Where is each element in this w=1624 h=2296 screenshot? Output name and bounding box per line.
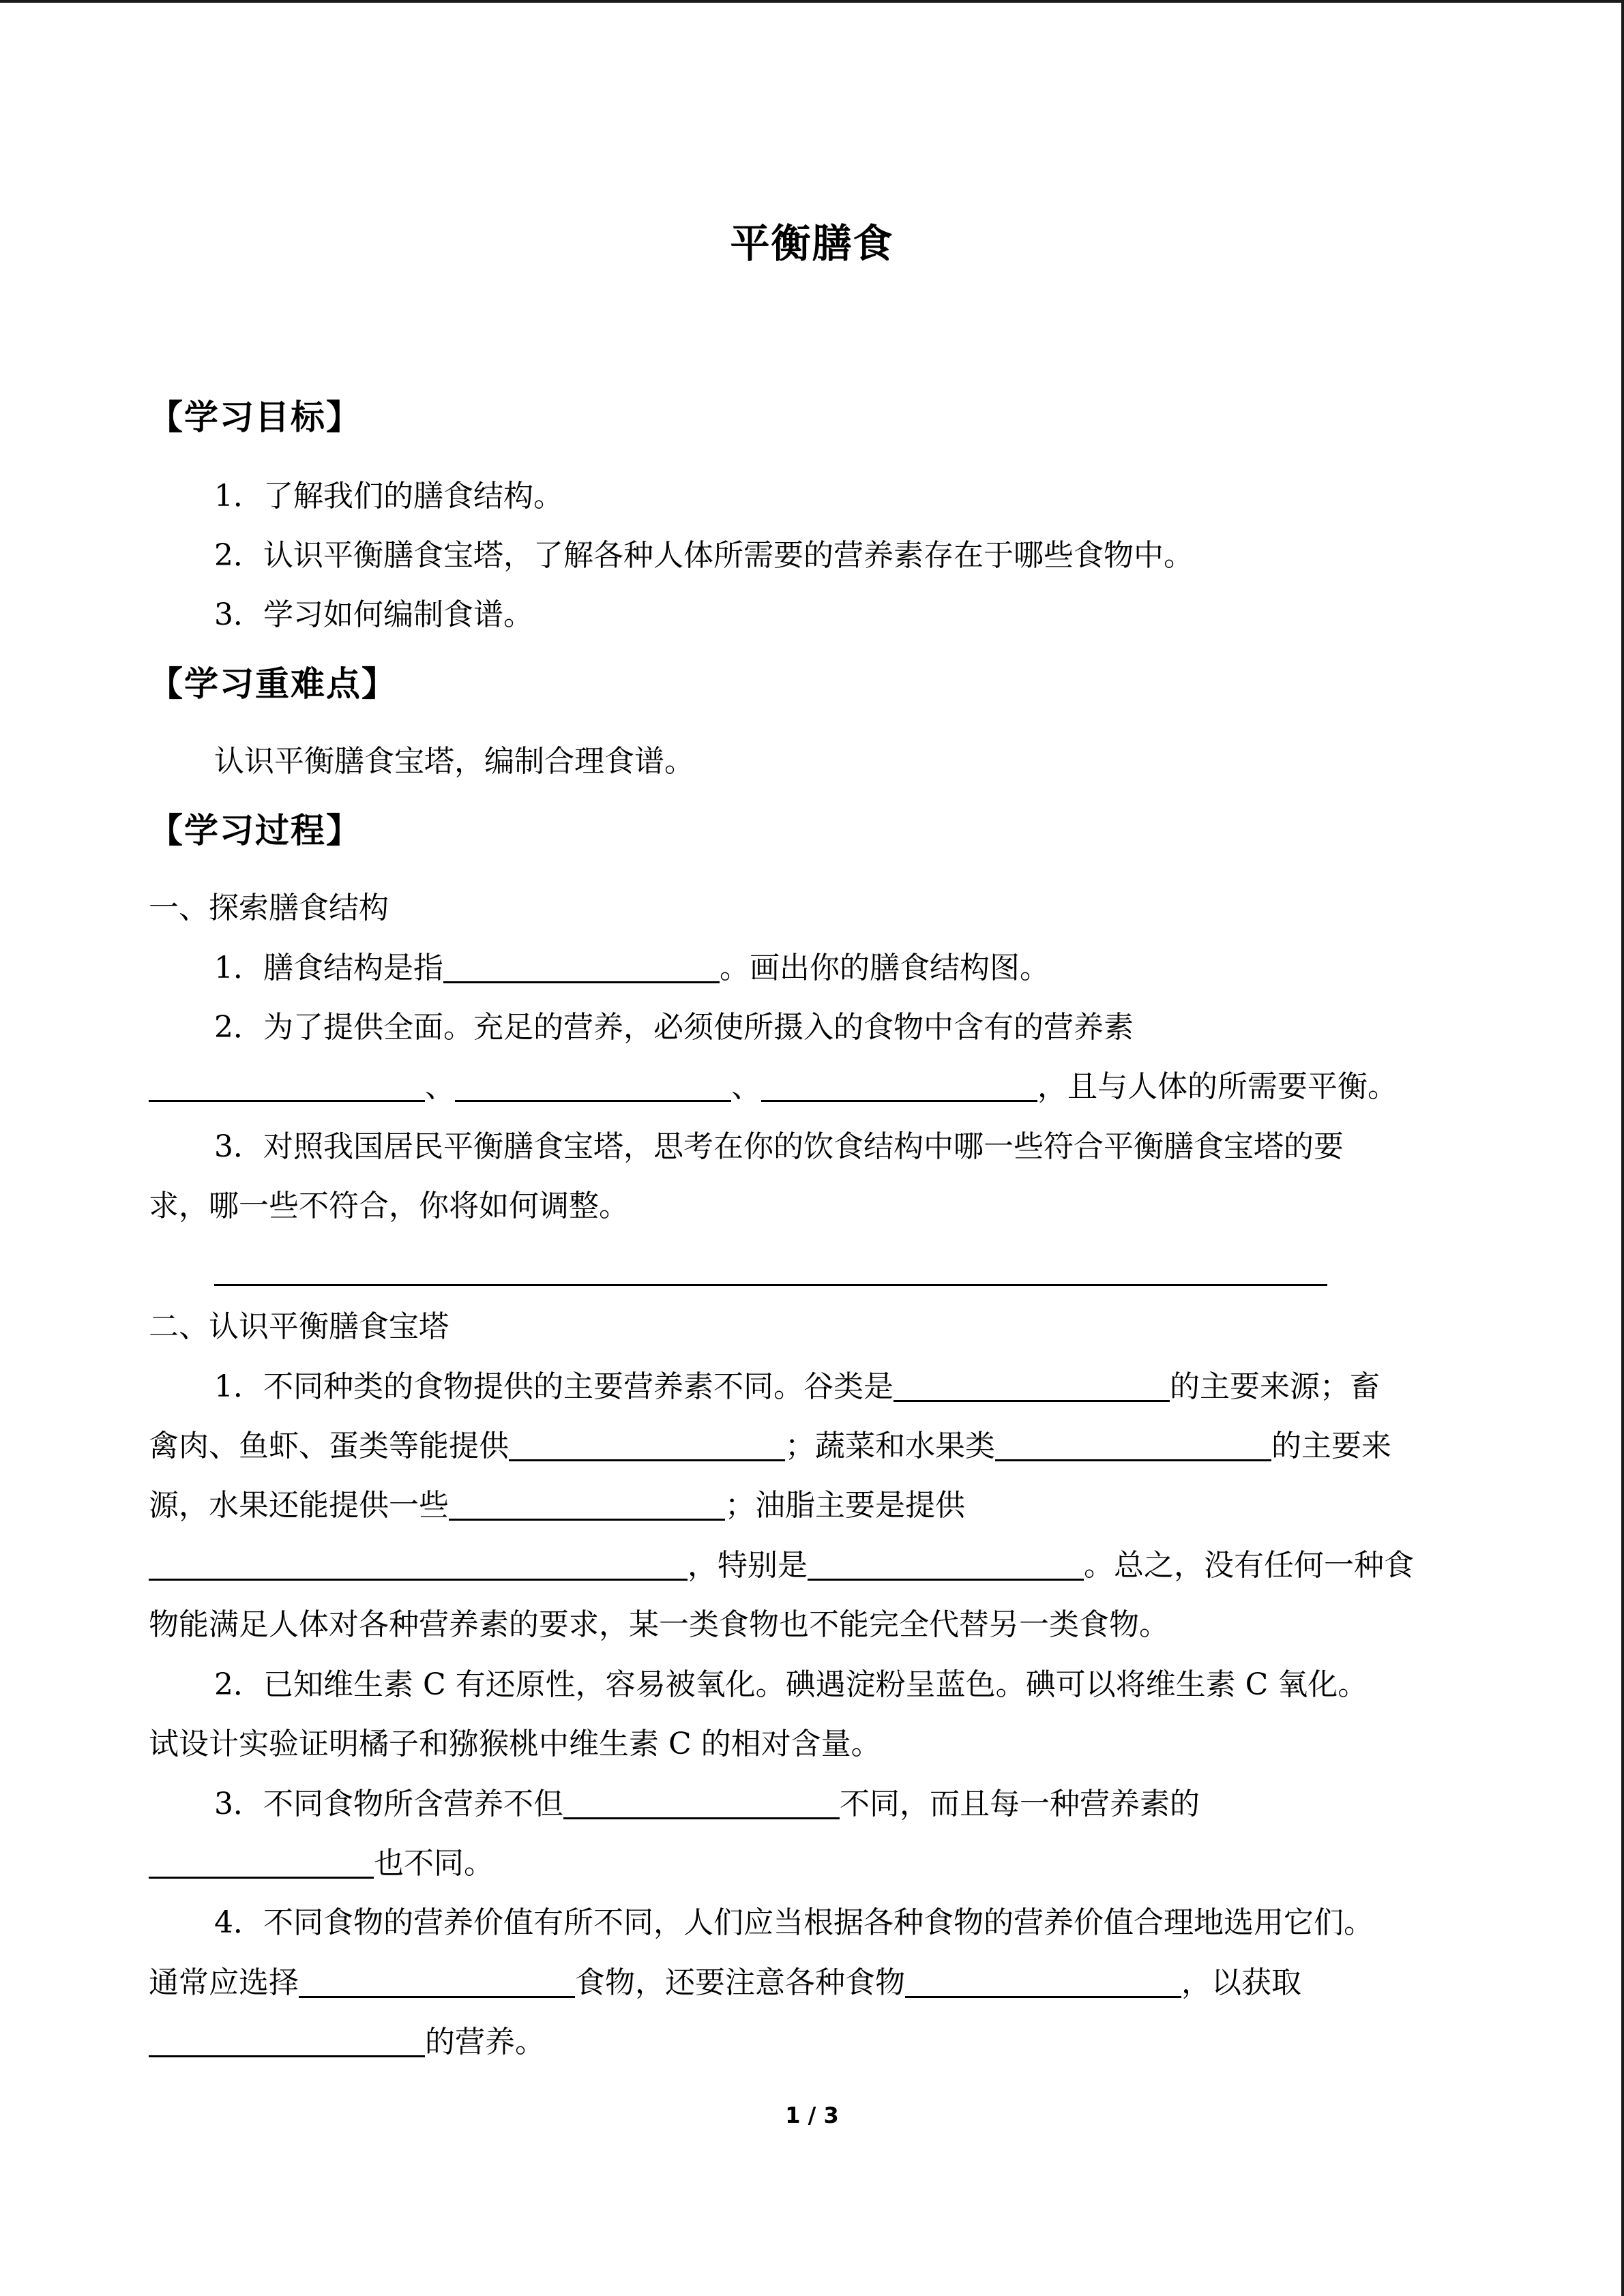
part2-q1-text-e: 的主要来 <box>1271 1429 1391 1463</box>
part2-q1-text-i: 。总之，没有任何一种食 <box>1084 1548 1414 1583</box>
part2-q4-text-c: 食物，还要注意各种食物 <box>575 1965 905 2000</box>
part2-q1-text-d: ；蔬菜和水果类 <box>785 1429 995 1463</box>
blank-diet-structure[interactable] <box>443 950 720 983</box>
part2-q1-line3 <box>149 1485 1458 1526</box>
part2-q3-line1 <box>214 1784 1458 1825</box>
part2-q1-line4 <box>149 1545 1458 1586</box>
part1-q1-text-b: 。画出你的膳食结构图。 <box>720 951 1050 985</box>
page-title: 平衡膳食 <box>730 220 894 267</box>
part2-q3-text-a: 3．不同食物所含营养不但 <box>214 1787 563 1821</box>
part2-q3-line2 <box>149 1843 1458 1884</box>
part2-q4-line2 <box>149 1963 1458 2003</box>
answer-line[interactable] <box>214 1284 1327 1286</box>
blank-especially[interactable] <box>808 1547 1084 1581</box>
part2-q4-line1: 4．不同食物的营养价值有所不同，人们应当根据各种食物的营养价值合理地选用它们。 <box>214 1905 1374 1940</box>
part2-q4-text-d: ，以获取 <box>1181 1965 1301 2000</box>
part2-q4-text-b: 通常应选择 <box>149 1965 299 2000</box>
part1-q1-text-a: 1．膳食结构是指 <box>214 951 443 985</box>
page-border-top <box>0 0 1624 3</box>
blank-oil-provides[interactable] <box>149 1547 688 1581</box>
key-points-text: 认识平衡膳食宝塔，编制合理食谱。 <box>214 744 694 779</box>
blank-vegetable-source[interactable] <box>995 1428 1271 1461</box>
part2-q1-line2 <box>149 1426 1458 1467</box>
goal-item-1: 1．了解我们的膳食结构。 <box>214 479 563 513</box>
part2-q3-text-c: 也不同。 <box>374 1846 494 1881</box>
part2-q3-text-b: 不同，而且每一种营养素的 <box>840 1787 1200 1821</box>
process-heading: 【学习过程】 <box>149 811 361 850</box>
part2-q1-line5: 物能满足人体对各种营养素的要求，某一类食物也不能完全代替另一类食物。 <box>149 1607 1169 1642</box>
part1-heading: 一、探索膳食结构 <box>149 891 389 925</box>
blank-fruit-provides[interactable] <box>449 1487 725 1521</box>
part2-q1-text-f: 源，水果还能提供一些 <box>149 1488 449 1523</box>
page-border-right <box>1621 0 1624 2296</box>
part1-q1 <box>214 948 1458 989</box>
part2-q1-text-h: ，特别是 <box>688 1548 808 1583</box>
part2-q1-line1 <box>214 1367 1458 1407</box>
part2-q2-line1: 2．已知维生素 C 有还原性，容易被氧化。碘遇淀粉呈蓝色。碘可以将维生素 C 氧化。 <box>214 1667 1368 1702</box>
blank-nutrient-1[interactable] <box>149 1069 425 1102</box>
goals-heading: 【学习目标】 <box>149 398 361 437</box>
part2-q4-text-e: 的营养。 <box>425 2025 545 2059</box>
blank-grain-source[interactable] <box>894 1369 1170 1402</box>
blank-obtain-nutrition[interactable] <box>149 2024 425 2057</box>
part2-q1-text-a: 1．不同种类的食物提供的主要营养素不同。谷类是 <box>214 1369 894 1404</box>
part1-q2-line1: 2．为了提供全面。充足的营养，必须使所摄入的食物中含有的营养素 <box>214 1010 1134 1045</box>
separator: 、 <box>425 1069 455 1104</box>
part1-q2-line2 <box>149 1067 1458 1107</box>
blank-choose-food[interactable] <box>299 1965 575 1998</box>
blank-food-combination[interactable] <box>905 1965 1181 1998</box>
part2-q1-text-c: 禽肉、鱼虾、蛋类等能提供 <box>149 1429 509 1463</box>
goal-item-3: 3．学习如何编制食谱。 <box>214 597 533 632</box>
blank-nutrient-3[interactable] <box>761 1069 1037 1102</box>
part2-heading: 二、认识平衡膳食宝塔 <box>149 1309 449 1344</box>
part1-q3-line2: 求，哪一些不符合，你将如何调整。 <box>149 1189 629 1223</box>
goal-item-2: 2．认识平衡膳食宝塔，了解各种人体所需要的营养素存在于哪些食物中。 <box>214 538 1194 573</box>
page-number: 1 / 3 <box>785 2102 839 2128</box>
part2-q1-text-g: ；油脂主要是提供 <box>725 1488 965 1523</box>
separator: 、 <box>731 1069 761 1104</box>
blank-meat-provides[interactable] <box>509 1428 785 1461</box>
part2-q4-line3 <box>149 2022 1458 2063</box>
blank-nutrient-types[interactable] <box>563 1786 840 1819</box>
part1-q3-line1: 3．对照我国居民平衡膳食宝塔，思考在你的饮食结构中哪一些符合平衡膳食宝塔的要 <box>214 1129 1344 1164</box>
part2-q1-text-b: 的主要来源；畜 <box>1170 1369 1380 1404</box>
blank-nutrient-amount[interactable] <box>149 1845 374 1879</box>
key-points-heading: 【学习重难点】 <box>149 664 397 704</box>
part1-q2-end: ，且与人体的所需要平衡。 <box>1037 1069 1398 1104</box>
part2-q2-line2: 试设计实验证明橘子和猕猴桃中维生素 C 的相对含量。 <box>149 1727 881 1761</box>
blank-nutrient-2[interactable] <box>455 1069 731 1102</box>
